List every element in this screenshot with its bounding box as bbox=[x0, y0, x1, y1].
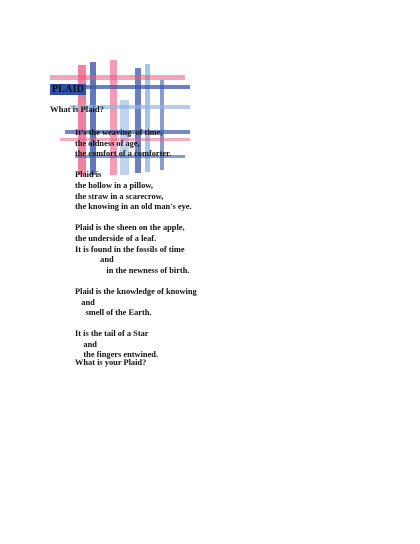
poem-line: the knowing in an old man's eye. bbox=[75, 202, 192, 212]
stanza bbox=[75, 128, 197, 160]
poem-line: the underside of a leaf. bbox=[75, 233, 157, 243]
poem-body bbox=[75, 128, 197, 372]
stanza bbox=[75, 287, 197, 319]
poem-line: Plaid is the sheen on the apple, bbox=[75, 223, 185, 233]
poem-line: the fingers entwined. bbox=[75, 350, 159, 360]
poem-line: the comfort of a comforter. bbox=[75, 149, 172, 159]
poem-line: smell of the Earth. bbox=[75, 308, 152, 318]
poem-line: the oldness of age, bbox=[75, 138, 140, 148]
poem-question: What is Plaid? bbox=[50, 104, 104, 114]
poem-line: Plaid is the knowledge of knowing bbox=[75, 286, 197, 296]
poem-title: PLAID bbox=[52, 84, 85, 95]
poem-line: in the newness of birth. bbox=[75, 265, 190, 275]
poem-line: It is the tail of a Star bbox=[75, 329, 149, 339]
closing-question: What is your Plaid? bbox=[75, 358, 147, 367]
poem-line: and bbox=[75, 339, 97, 349]
stanza bbox=[75, 329, 197, 361]
poem-line: It is found in the fossils of time bbox=[75, 244, 185, 254]
stanza bbox=[75, 170, 197, 212]
poem-line: and bbox=[75, 297, 95, 307]
poem-line: and bbox=[75, 255, 114, 265]
poem-line: the straw in a scarecrow, bbox=[75, 191, 164, 201]
poem-line: It's the weaving of time, bbox=[75, 128, 163, 137]
stanza bbox=[75, 223, 197, 276]
poem-line: Plaid is bbox=[75, 170, 102, 180]
poem-line: the hollow in a pillow, bbox=[75, 180, 153, 190]
